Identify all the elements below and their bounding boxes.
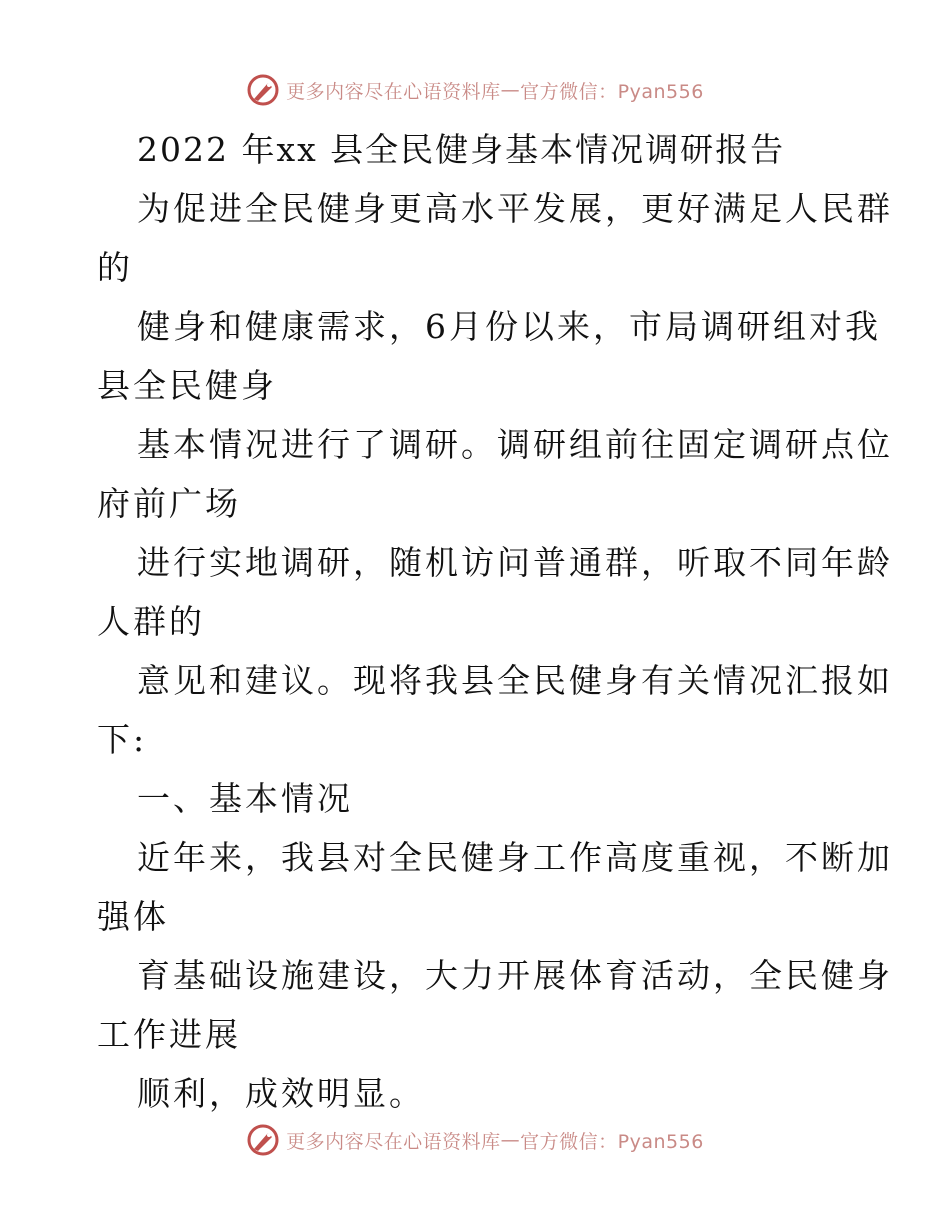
document-body bbox=[97, 120, 893, 1123]
document-lines bbox=[97, 179, 893, 1123]
paragraph-line: 下: bbox=[97, 720, 148, 759]
paragraph-line: 健身和健康需求，6月份以来，市局调研组对我 bbox=[137, 307, 881, 346]
paragraph-line: 育基础设施建设，大力开展体育活动，全民健身 bbox=[137, 956, 893, 995]
watermark-site-text: 更多内容尽在心语资料库 bbox=[286, 1130, 501, 1153]
paragraph-line: 强体 bbox=[97, 897, 169, 936]
pen-nib-circle-icon bbox=[246, 1123, 280, 1157]
paragraph-line: 意见和建议。现将我县全民健身有关情况汇报如 bbox=[137, 661, 893, 700]
watermark-banner-top bbox=[0, 70, 950, 110]
paragraph-line: 府前广场 bbox=[97, 484, 241, 523]
watermark-separator: — bbox=[500, 1129, 521, 1151]
document-title: 2022 年xx 县全民健身基本情况调研报告 bbox=[137, 130, 786, 169]
paragraph-line: 近年来，我县对全民健身工作高度重视，不断加 bbox=[137, 838, 893, 877]
watermark-wechat-text: 官方微信：Pyan556 bbox=[520, 1130, 704, 1153]
watermark-banner-bottom bbox=[0, 1120, 950, 1160]
paragraph-line: 的 bbox=[97, 248, 133, 287]
paragraph-line: 县全民健身 bbox=[97, 366, 277, 405]
pen-nib-circle-icon bbox=[246, 73, 280, 107]
paragraph-line: 一、基本情况 bbox=[137, 779, 353, 818]
paragraph-line: 进行实地调研，随机访问普通群，听取不同年龄 bbox=[137, 543, 893, 582]
paragraph-line: 基本情况进行了调研。调研组前往固定调研点位 bbox=[137, 425, 893, 464]
watermark-site-text: 更多内容尽在心语资料库 bbox=[286, 80, 501, 103]
watermark-separator: — bbox=[500, 79, 521, 101]
paragraph-line: 工作进展 bbox=[97, 1015, 241, 1054]
paragraph-line: 人群的 bbox=[97, 602, 205, 641]
paragraph-line: 顺利，成效明显。 bbox=[137, 1074, 425, 1113]
paragraph-line: 为促进全民健身更高水平发展，更好满足人民群 bbox=[137, 189, 893, 228]
watermark-wechat-text: 官方微信：Pyan556 bbox=[520, 80, 704, 103]
